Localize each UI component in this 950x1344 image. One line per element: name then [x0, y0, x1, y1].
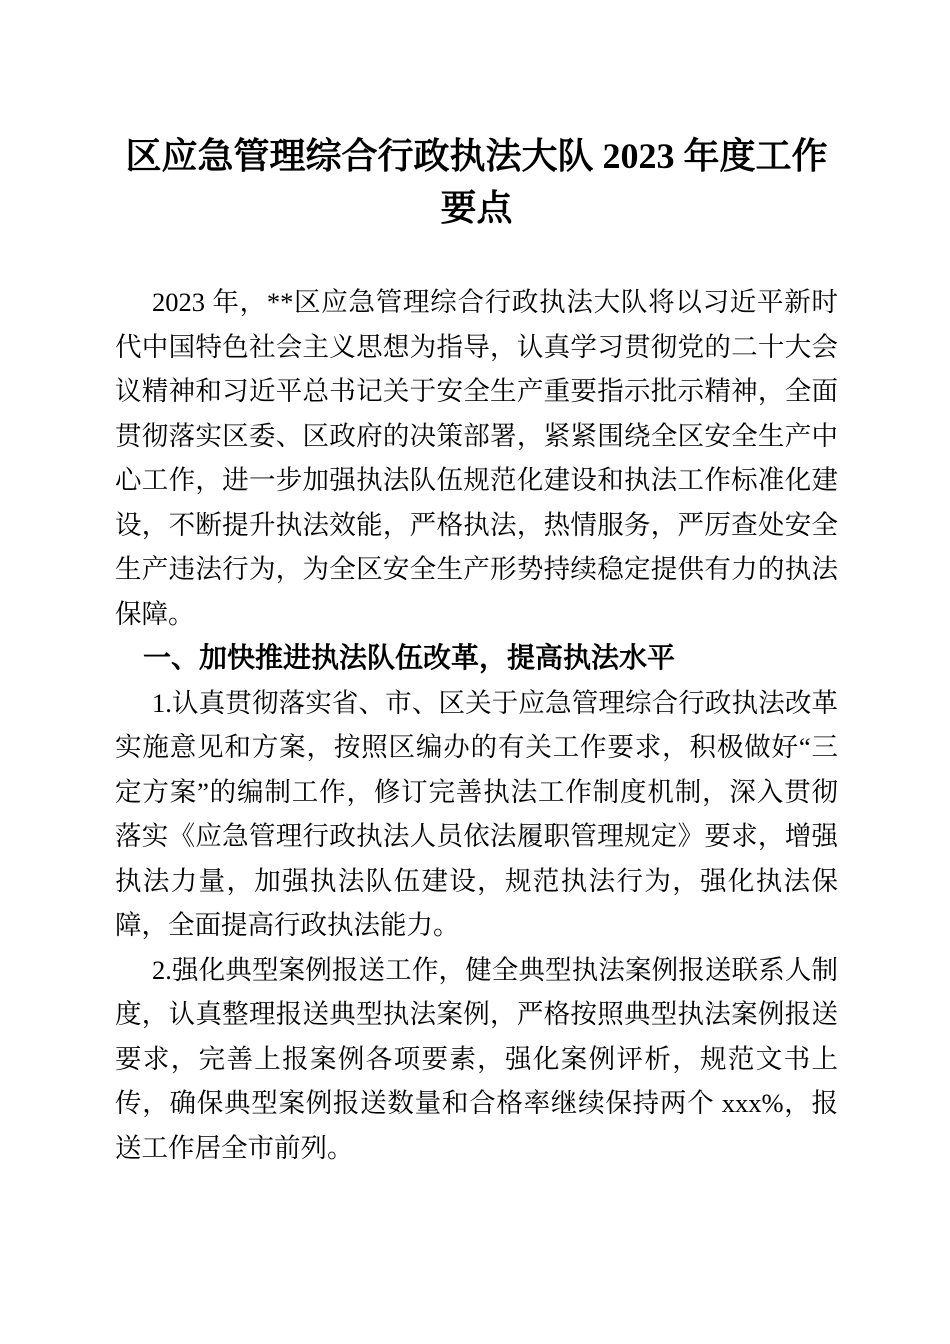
item-paragraph-2: 2.强化典型案例报送工作，健全典型执法案例报送联系人制度，认真整理报送典型执法案例，严格按照典型执法案例报送要求，完善上报案例各项要素，强化案例评析，规范文书上传，确保典型案例报送数量和合格率继续保持两个 xxx%，报送工作居全市前列。: [115, 954, 838, 1163]
document-content: [115, 130, 838, 1170]
intro-paragraph: 2023 年，**区应急管理综合行政执法大队将以习近平新时代中国特色社会主义思想为指导，认真学习贯彻党的二十大会议精神和习近平总书记关于安全生产重要指示批示精神，全面贯彻落实区委、区政府的决策部署，紧紧围绕全区安全生产中心工作，进一步加强执法队伍规范化建设和执法工作标准化建设，不断提升执法效能，严格执法，热情服务，严厉查处安全生产违法行为，为全区安全生产形势持续稳定提供有力的执法保障。: [115, 287, 838, 629]
document-title: 区应急管理综合行政执法大队 2023 年度工作要点: [125, 136, 828, 228]
item-paragraph-1: 1.认真贯彻落实省、市、区关于应急管理综合行政执法改革实施意见和方案，按照区编办的有关工作要求，积极做好“三定方案”的编制工作，修订完善执法工作制度机制，深入贯彻落实《应急管理行政执法人员依法履职管理规定》要求，增强执法力量，加强执法队伍建设，规范执法行为，强化执法保障，全面提高行政执法能力。: [115, 687, 838, 940]
section-heading-1: 一、加快推进执法队伍改革，提高执法水平: [143, 642, 676, 673]
